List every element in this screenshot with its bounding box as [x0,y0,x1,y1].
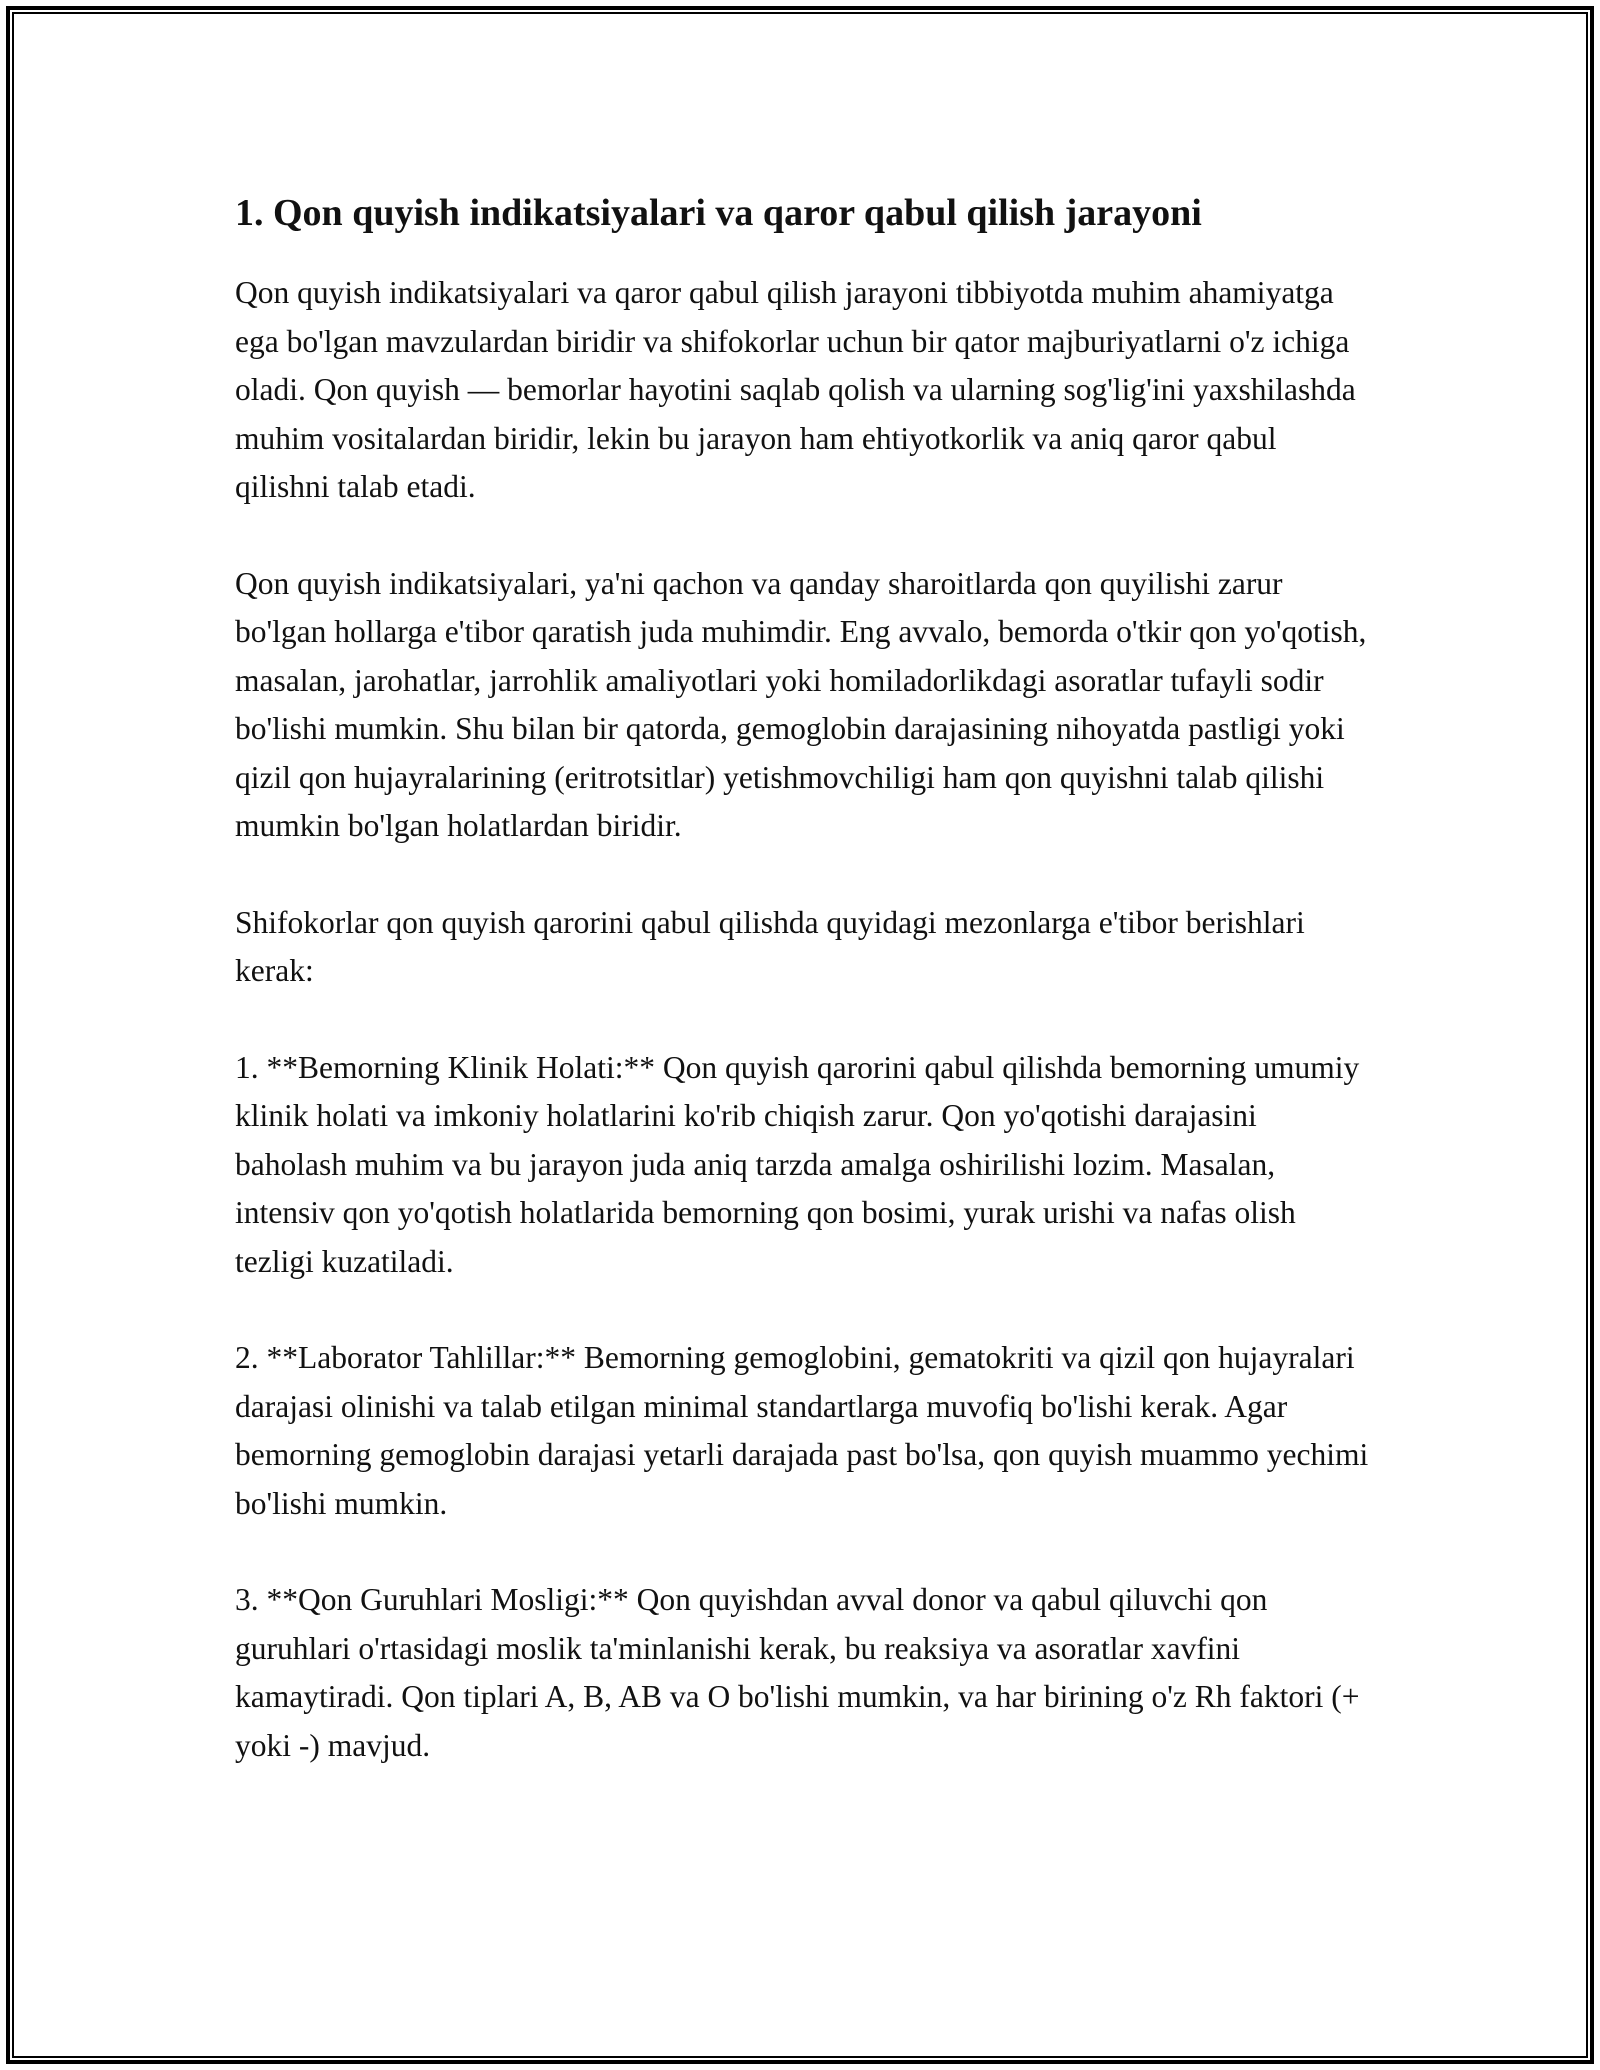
document-title: 1. Qon quyish indikatsiyalari va qaror qabul qilish jarayoni [235,192,1202,234]
indications-paragraph: Qon quyish indikatsiyalari, ya'ni qachon va qanday sharoitlarda qon quyilishi zarur bo'lgan hollarga e'tibor qaratish juda muhimdir. Eng avvalo, bemorda o'tkir qon yo'qotish, masalan, jarohatlar, jarrohlik amaliyotlari yoki homiladorlikdagi asoratlar tufayli sodir bo'lishi mumkin. Shu bilan bir qatorda, gemoglobin darajasining nihoyatda pastligi yoki qizil qon hujayralarining (eritrotsitlar) yetishmovchiligi ham qon quyishni talab qilishi mumkin bo'lgan holatlardan biridir. [235,565,1367,843]
criterion-clinical-state: 1. **Bemorning Klinik Holati:** Qon quyish qarorini qabul qilishda bemorning umumiy klinik holati va imkoniy holatlarini ko'rib chiqish zarur. Qon yo'qotishi darajasini baholash muhim va bu jarayon juda aniq tarzda amalga oshirilishi lozim. Masalan, intensiv qon yo'qotish holatlarida bemorning qon bosimi, yurak urishi va nafas olish tezligi kuzatiladi. [235,1049,1360,1279]
criterion-lab-tests: 2. **Laborator Tahlillar:** Bemorning gemoglobini, gematokriti va qizil qon hujayralari darajasi olinishi va talab etilgan minimal standartlarga muvofiq bo'lishi kerak. Agar bemorning gemoglobin darajasi yetarli darajada past bo'lsa, qon quyish muammo yechimi bo'lishi mumkin. [235,1340,1369,1521]
criteria-intro-paragraph: Shifokorlar qon quyish qarorini qabul qilishda quyidagi mezonlarga e'tibor berishlari kerak: [235,904,1305,988]
intro-paragraph: Qon quyish indikatsiyalari va qaror qabul qilish jarayoni tibbiyotda muhim ahamiyatga ega bo'lgan mavzulardan biridir va shifokorlar uchun bir qator majburiyatlarni o'z ichiga oladi. Qon quyish — bemorlar hayotini saqlab qolish va ularning sog'lig'ini yaxshilashda muhim vositalardan biridir, lekin bu jarayon ham ehtiyotkorlik va aniq qaror qabul qilishni talab etadi. [235,275,1356,504]
criterion-blood-group-compatibility: 3. **Qon Guruhlari Mosligi:** Qon quyishdan avval donor va qabul qiluvchi qon guruhlari o'rtasidagi moslik ta'minlanishi kerak, bu reaksiya va asoratlar xavfini kamaytiradi. Qon tiplari A, B, AB va O bo'lishi mumkin, va har birining o'z Rh faktori (+ yoki -) mavjud. [235,1582,1360,1763]
document-page [235,183,1375,1818]
